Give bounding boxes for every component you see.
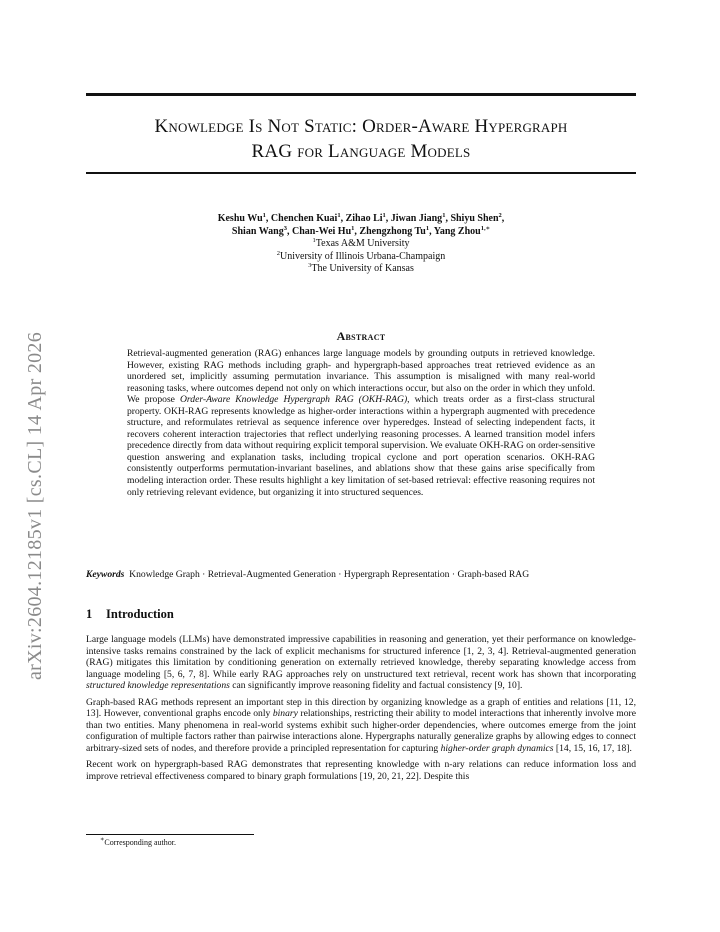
author-name: Shian Wang [231,225,284,237]
abstract-body [127,348,595,498]
author-separator: , [501,213,505,224]
author-affiliation-mark: 1,∗ [480,224,491,232]
author-name: , Jiwan Jiang [385,213,443,224]
footnote-rule [86,834,254,835]
paragraph-text: can significantly improve reasoning fidelity and factual consistency [9, 10]. [229,680,523,692]
keywords-label: Keywords [86,569,125,580]
paper-title [86,114,636,164]
author-name: , Chenchen Kuai [265,213,338,224]
author-affiliation-mark: 1 [337,212,341,219]
author-block [86,213,636,276]
abstract-text: Retrieval-augmented generation (RAG) enhances large language models by grounding outputs in retrieved knowledge. However, existing RAG methods including graph- and hypergraph-based approaches treat retrieved evidence as an unordered set, implicitly assuming permutation invariance. This assumption is misaligned with many real-world reasoning tasks, where outcomes depend not only on which interactions occur, but also on the order in which they unfold. We propose [127,348,595,406]
affiliation-mark: 3 [308,262,312,269]
keywords-text: Knowledge Graph · Retrieval-Augmented Generation · Hypergraph Representation · Graph-based RAG [129,569,530,580]
affiliation-name: The University of Kansas [311,263,414,274]
affiliation-mark: 1 [312,237,316,244]
author-affiliation-mark: 1 [442,212,446,219]
title-top-rule [86,93,636,96]
affiliation-name: Texas A&M University [315,238,410,249]
author-name: , Yang Zhou [429,225,481,237]
author-name: , Zhengzhong Tu [354,225,426,237]
title-line-1: Knowledge Is Not Static: Order-Aware Hypergraph [154,116,568,137]
footnote [100,838,176,847]
keywords-line [86,569,636,581]
paragraph-emphasis: structured knowledge representations [86,680,230,692]
intro-paragraph-1 [86,634,636,692]
affiliation-mark: 2 [276,249,280,257]
affiliation-3 [86,263,636,276]
introduction-body [86,634,636,788]
intro-paragraph-3: Recent work on hypergraph-based RAG demonstrates that representing knowledge with n-ary relations can reduce information loss and improve retrieval effectiveness compared to binary graph formulations [19, 20, 21, 22]. Despite this [86,759,636,783]
title-line-2: RAG for Language Models [251,141,471,162]
affiliation-name: University of Illinois Urbana-Champaign [280,250,446,262]
paragraph-emphasis: binary [272,708,298,720]
section-number: 1 [86,607,93,621]
author-affiliation-mark: 1 [425,224,430,232]
author-affiliation-mark: 3 [283,224,287,232]
affiliation-1 [86,238,636,251]
author-affiliation-mark: 2 [498,212,502,219]
author-affiliation-mark: 1 [262,212,266,219]
author-line-2 [86,226,636,239]
author-name: , Shiyu Shen [445,213,499,224]
abstract-heading: Abstract [336,329,386,343]
intro-paragraph-2 [86,697,636,755]
author-name: , Chan-Wei Hu [286,225,352,237]
title-bottom-rule [86,172,636,174]
arxiv-identifier-stamp: arXiv:2604.12185v1 [cs.CL] 14 Apr 2026 [24,331,46,680]
paragraph-text: Large language models (LLMs) have demonstrated impressive capabilities in reasoning and generation, yet their performance on knowledge-intensive tasks remains constrained by the lack of explicit mechanisms for structured inference [1, 2, 3, 4]. Retrieval-augmented generation (RAG) mitigates this limitation by conditioning generation on externally retrieved knowledge, thereby separating knowledge access from language modeling [5, 6, 7, 8]. While early RAG approaches rely on unstructured text retrieval, recent work has shown that incorporating [86,634,636,680]
abstract-emphasis: Order-Aware Knowledge Hypergraph RAG (OKH-RAG) [179,394,408,406]
section-title: Introduction [106,607,174,621]
paragraph-emphasis: higher-order graph dynamics [440,742,554,754]
author-name: , Zihao Li [340,213,383,224]
abstract-text: , which treats order as a first-class structural property. OKH-RAG represents knowledge as higher-order interactions within a hypergraph augmented with precedence structure, and reformulates retrieval as sequence inference over hyperedges. Instead of selecting independent facts, it recovers coherent interaction trajectories that reflect underlying reasoning processes. A learned transition model infers precedence directly from data without requiring explicit temporal supervision. We evaluate OKH-RAG on order-sensitive question answering and explanation tasks, including tropical cyclone and port operation scenarios. OKH-RAG consistently outperforms permutation-invariant baselines, and ablations show that these gains arise specifically from modeling interaction order. These results highlight a key limitation of set-based retrieval: effective reasoning requires not only retrieving relevant evidence, but organizing it into structured sequences. [127,394,595,498]
footnote-text: Corresponding author. [104,838,176,847]
author-name: Keshu Wu [217,213,263,224]
footnote-mark: ∗ [100,836,105,843]
author-line-1 [86,213,636,226]
author-affiliation-mark: 1 [351,224,355,232]
author-affiliation-mark: 1 [382,212,386,219]
paragraph-text: Graph-based RAG methods represent an important step in this direction by organizing knowledge as a graph of entities and relations [11, 12, 13]. However, conventional graphs encode only [86,696,636,720]
section-heading-introduction [86,607,174,622]
paragraph-text: [14, 15, 16, 17, 18]. [553,742,632,754]
affiliation-2 [86,251,636,264]
paragraph-text: relationships, restricting their ability to model interactions that inherently involve more than two entities. Many phenomena in real-world systems exhibit such higher-order dependencies, where outcomes emerge from the joint configuration of multiple factors rather than pairwise interactions alone. Hypergraphs naturally generalize graphs by allowing edges to connect arbitrary-sized sets of nodes, and therefore provide a principled representation for capturing [86,708,637,754]
